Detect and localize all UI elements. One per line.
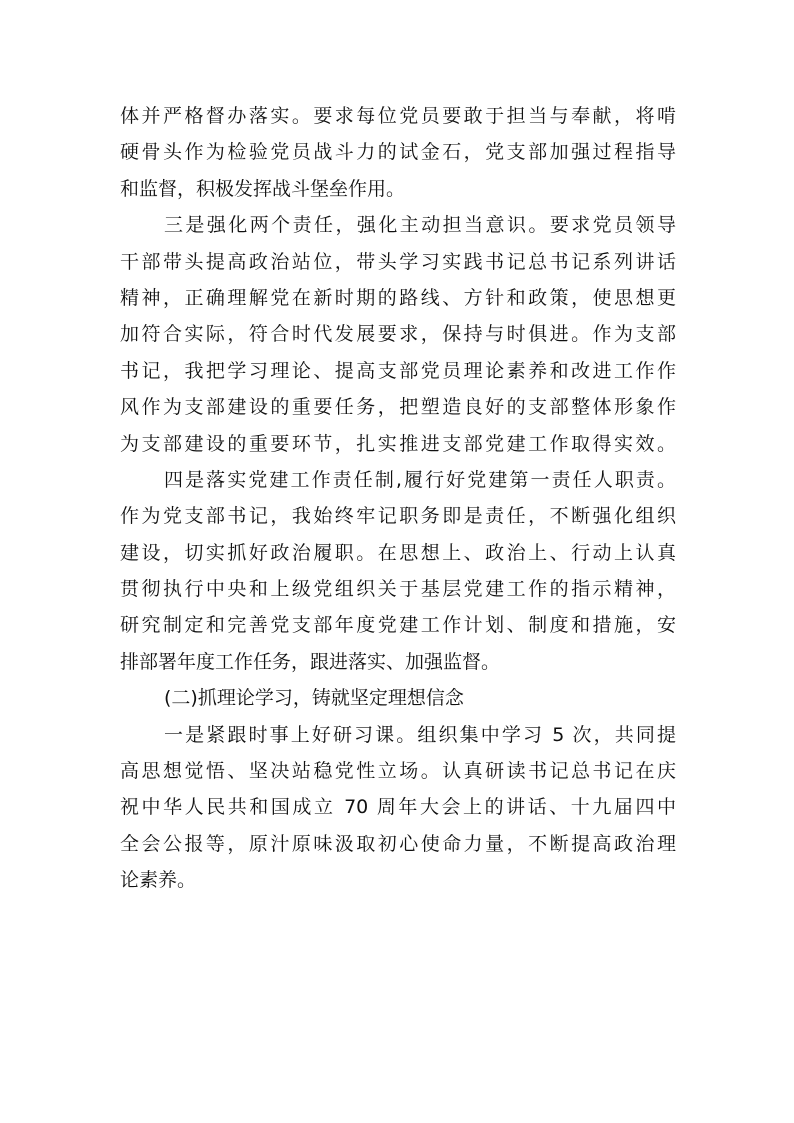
text-line: 论素养。 (120, 869, 197, 892)
text-line: 祝中华人民共和国成立 70 周年大会上的讲话、十九届四中 (120, 796, 676, 819)
paragraph-first-line: 一是紧跟时事上好研习课。组织集中学习 5 次，共同提 (164, 723, 676, 746)
text-line: 排部署年度工作任务，跟进落实、加强监督。 (120, 650, 501, 673)
text-line: 作为党支部书记，我始终牢记职务即是责任，不断强化组织 (120, 505, 676, 528)
text-line: 全会公报等，原汁原味汲取初心使命力量，不断提高政治理 (120, 832, 676, 855)
text-line: 精神，正确理解党在新时期的路线、方针和政策，使思想更 (120, 286, 676, 309)
text-line: 书记，我把学习理论、提高支部党员理论素养和改进工作作 (120, 359, 676, 382)
text-line: 为支部建设的重要环节，扎实推进支部党建工作取得实效。 (120, 432, 676, 455)
text-line: 干部带头提高政治站位，带头学习实践书记总书记系列讲话 (120, 250, 676, 273)
text-line: 贯彻执行中央和上级党组织关于基层党建工作的指示精神， (120, 578, 676, 601)
text-line: 研究制定和完善党支部年度党建工作计划、制度和措施，安 (120, 614, 676, 637)
document-body (120, 98, 676, 899)
text-line: 建设，切实抓好政治履职。在思想上、政治上、行动上认真 (120, 541, 676, 564)
section-heading: (二)抓理论学习，铸就坚定理想信念 (164, 687, 464, 710)
text-line: 和监督，积极发挥战斗堡垒作用。 (120, 177, 406, 200)
text-line: 高思想觉悟、坚决站稳党性立场。认真研读书记总书记在庆 (120, 760, 676, 783)
paragraph-first-line: 四是落实党建工作责任制,履行好党建第一责任人职责。 (164, 468, 676, 491)
paragraph-first-line: 三是强化两个责任，强化主动担当意识。要求党员领导 (164, 214, 676, 237)
text-line: 硬骨头作为检验党员战斗力的试金石，党支部加强过程指导 (120, 141, 676, 164)
text-line: 风作为支部建设的重要任务，把塑造良好的支部整体形象作 (120, 396, 676, 419)
text-line: 体并严格督办落实。要求每位党员要敢于担当与奉献，将啃 (120, 105, 676, 127)
text-line: 加符合实际，符合时代发展要求，保持与时俱进。作为支部 (120, 323, 676, 346)
